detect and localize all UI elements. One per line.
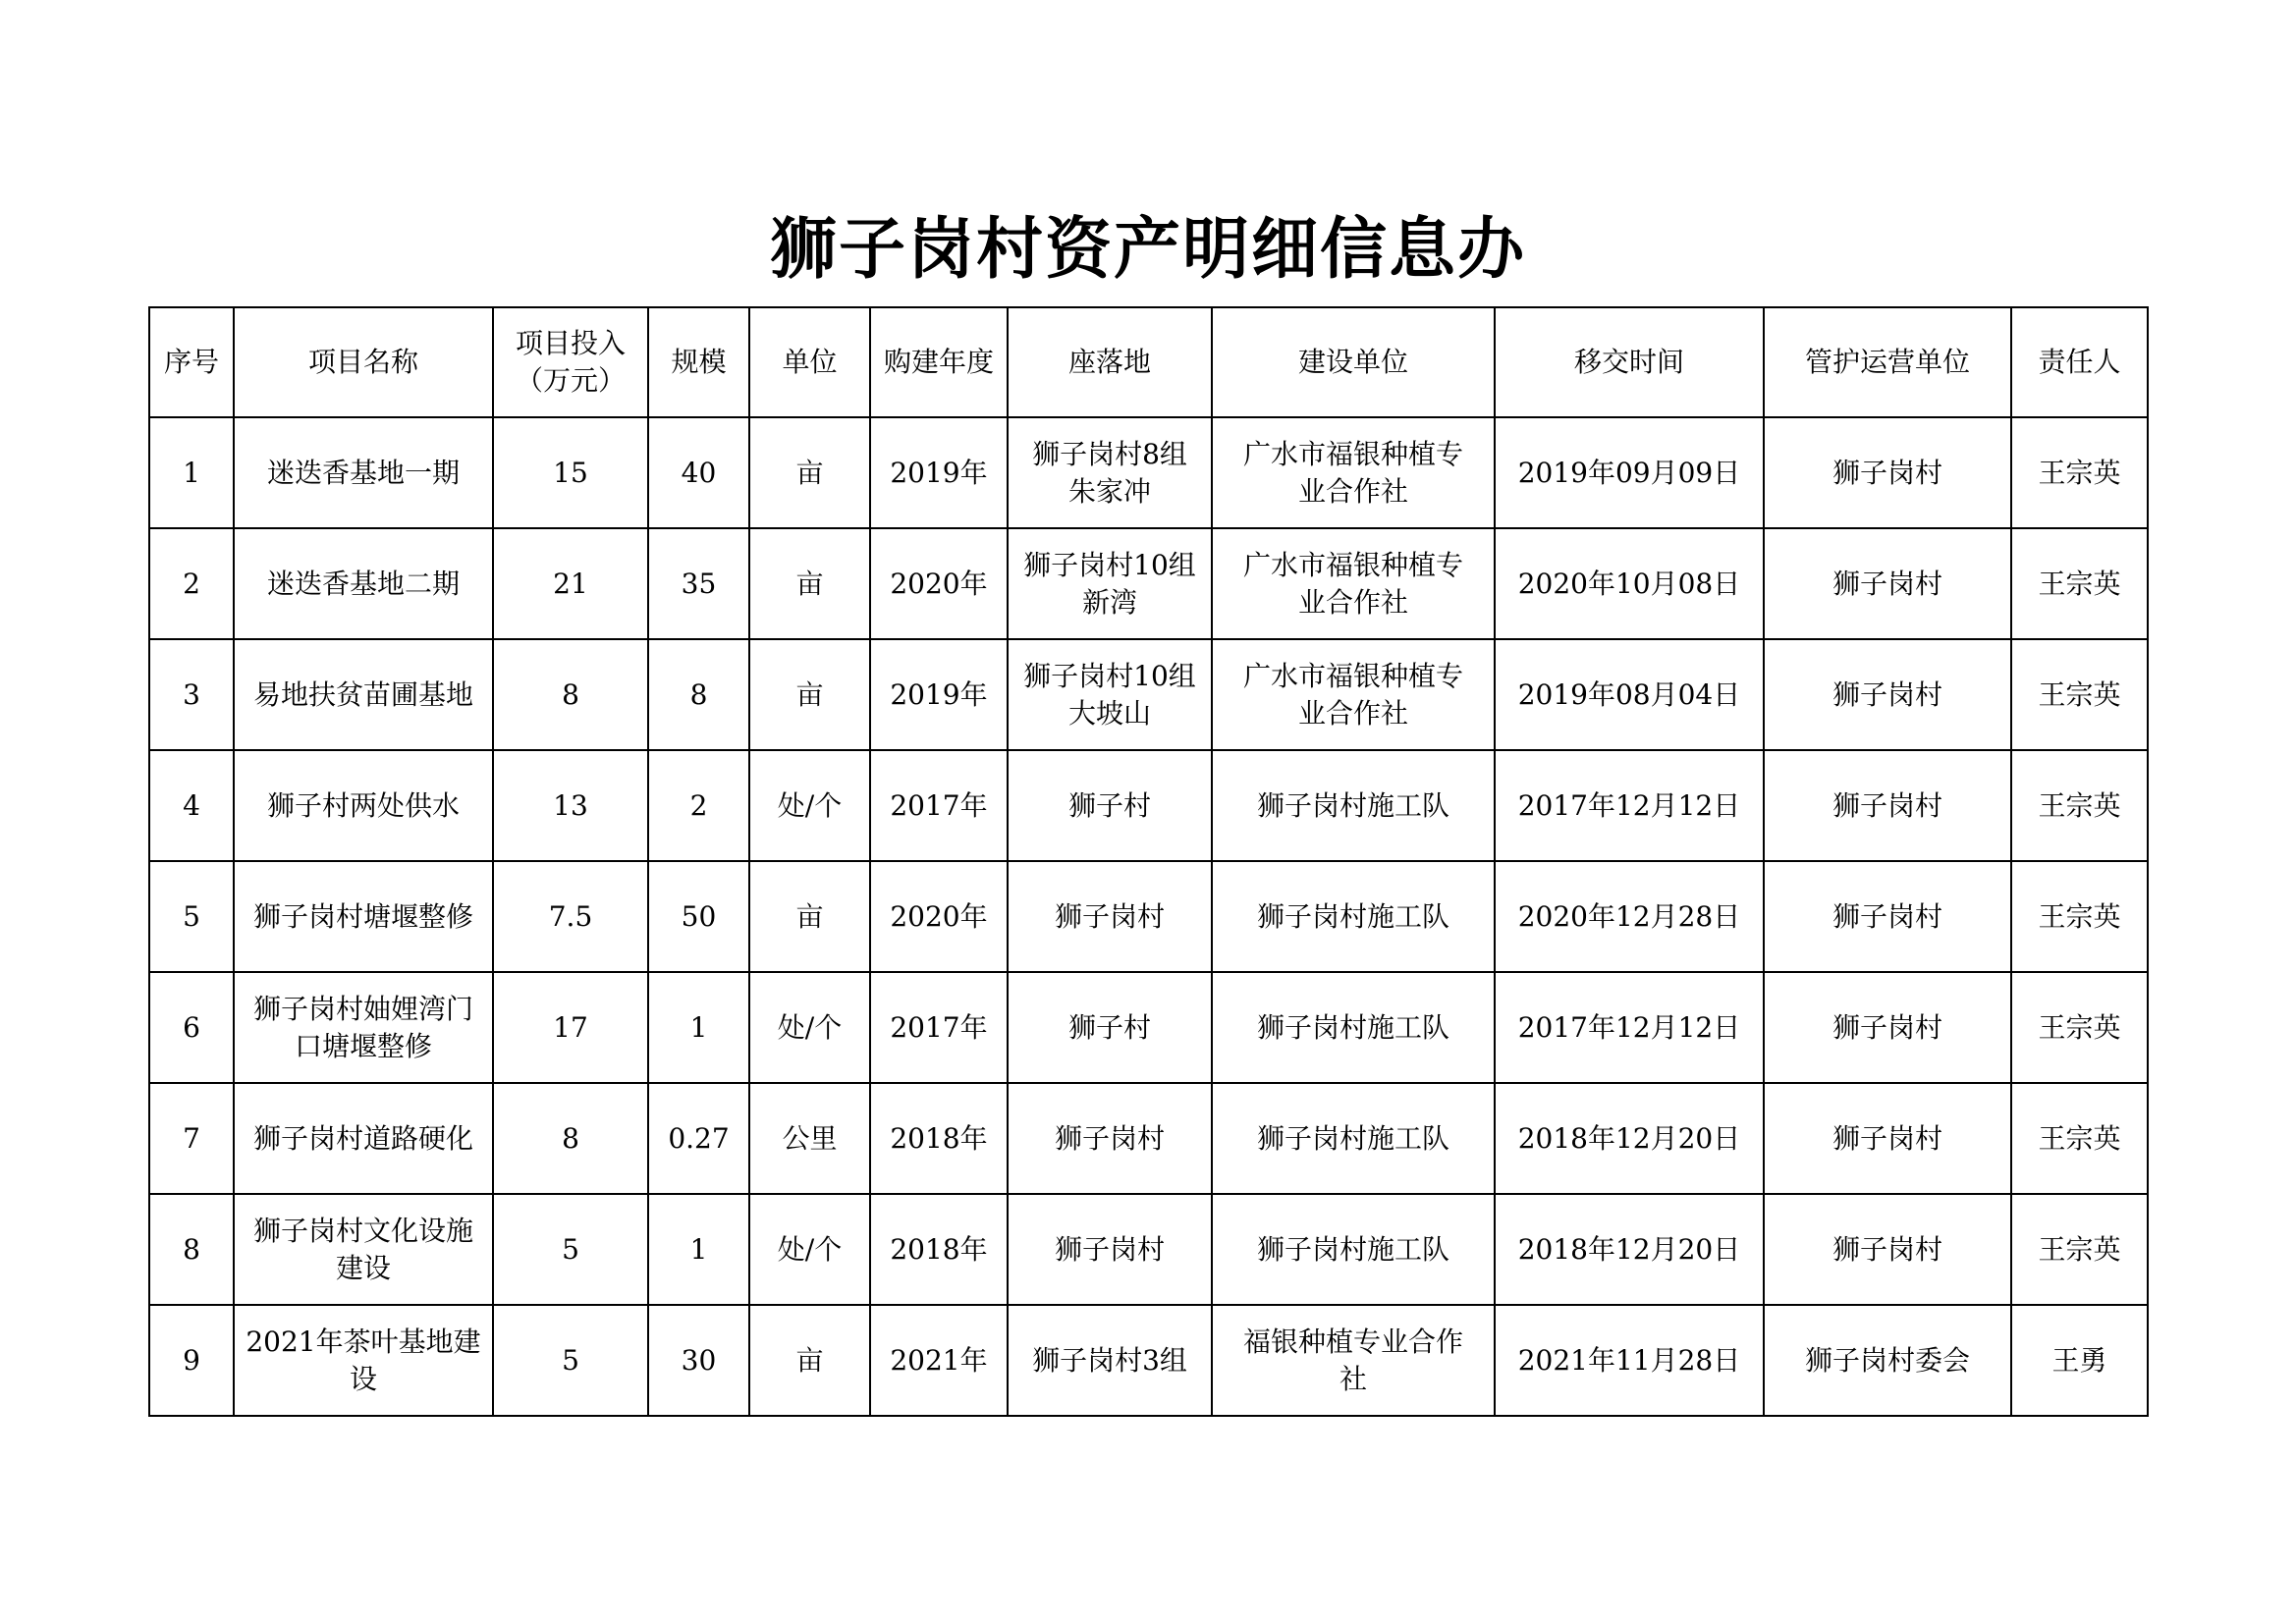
cell-location: 狮子岗村 xyxy=(1008,1194,1212,1305)
cell-scale: 1 xyxy=(648,1194,749,1305)
cell-operator: 狮子岗村 xyxy=(1764,972,2011,1083)
cell-index: 6 xyxy=(149,972,234,1083)
cell-index: 4 xyxy=(149,750,234,861)
table-row xyxy=(149,417,2148,528)
cell-project-name: 狮子岗村文化设施 建设 xyxy=(234,1194,493,1305)
cell-builder: 狮子岗村施工队 xyxy=(1212,750,1495,861)
cell-unit: 处/个 xyxy=(749,750,870,861)
cell-investment: 15 xyxy=(493,417,648,528)
table-row xyxy=(149,972,2148,1083)
header-cell-operator: 管护运营单位 xyxy=(1764,307,2011,417)
cell-builder: 狮子岗村施工队 xyxy=(1212,1194,1495,1305)
cell-owner: 王宗英 xyxy=(2011,417,2148,528)
cell-build-year: 2017年 xyxy=(870,750,1008,861)
cell-investment: 5 xyxy=(493,1194,648,1305)
table-row xyxy=(149,1083,2148,1194)
cell-builder: 狮子岗村施工队 xyxy=(1212,861,1495,972)
cell-owner: 王宗英 xyxy=(2011,1083,2148,1194)
cell-investment: 17 xyxy=(493,972,648,1083)
cell-location: 狮子岗村10组 新湾 xyxy=(1008,528,1212,639)
cell-location: 狮子岗村 xyxy=(1008,861,1212,972)
cell-build-year: 2018年 xyxy=(870,1194,1008,1305)
cell-investment: 8 xyxy=(493,639,648,750)
cell-operator: 狮子岗村 xyxy=(1764,639,2011,750)
cell-index: 1 xyxy=(149,417,234,528)
cell-builder: 狮子岗村施工队 xyxy=(1212,972,1495,1083)
cell-handover-date: 2018年12月20日 xyxy=(1495,1083,1764,1194)
cell-scale: 2 xyxy=(648,750,749,861)
cell-unit: 处/个 xyxy=(749,1194,870,1305)
cell-location: 狮子村 xyxy=(1008,972,1212,1083)
cell-index: 2 xyxy=(149,528,234,639)
cell-builder: 广水市福银种植专 业合作社 xyxy=(1212,528,1495,639)
cell-build-year: 2018年 xyxy=(870,1083,1008,1194)
cell-handover-date: 2018年12月20日 xyxy=(1495,1194,1764,1305)
document-title: 狮子岗村资产明细信息办 xyxy=(769,211,1526,289)
cell-location: 狮子岗村10组 大坡山 xyxy=(1008,639,1212,750)
cell-build-year: 2021年 xyxy=(870,1305,1008,1416)
cell-project-name: 迷迭香基地一期 xyxy=(234,417,493,528)
cell-investment: 8 xyxy=(493,1083,648,1194)
cell-handover-date: 2020年10月08日 xyxy=(1495,528,1764,639)
table-body xyxy=(149,417,2148,1416)
table-header xyxy=(149,307,2148,417)
cell-index: 3 xyxy=(149,639,234,750)
cell-index: 5 xyxy=(149,861,234,972)
cell-project-name: 狮子岗村妯娌湾门 口塘堰整修 xyxy=(234,972,493,1083)
cell-operator: 狮子岗村 xyxy=(1764,750,2011,861)
table-row xyxy=(149,1305,2148,1416)
cell-location: 狮子岗村3组 xyxy=(1008,1305,1212,1416)
table-row xyxy=(149,639,2148,750)
table-row xyxy=(149,528,2148,639)
header-row xyxy=(149,307,2148,417)
table-row xyxy=(149,750,2148,861)
cell-build-year: 2019年 xyxy=(870,417,1008,528)
cell-owner: 王勇 xyxy=(2011,1305,2148,1416)
asset-table xyxy=(148,306,2149,1417)
cell-unit: 处/个 xyxy=(749,972,870,1083)
table-row xyxy=(149,861,2148,972)
cell-owner: 王宗英 xyxy=(2011,972,2148,1083)
cell-project-name: 狮子村两处供水 xyxy=(234,750,493,861)
cell-project-name: 狮子岗村道路硬化 xyxy=(234,1083,493,1194)
cell-operator: 狮子岗村 xyxy=(1764,528,2011,639)
cell-operator: 狮子岗村 xyxy=(1764,1083,2011,1194)
cell-investment: 21 xyxy=(493,528,648,639)
cell-owner: 王宗英 xyxy=(2011,639,2148,750)
cell-builder: 广水市福银种植专 业合作社 xyxy=(1212,639,1495,750)
header-cell-project-name: 项目名称 xyxy=(234,307,493,417)
cell-project-name: 迷迭香基地二期 xyxy=(234,528,493,639)
cell-handover-date: 2020年12月28日 xyxy=(1495,861,1764,972)
cell-project-name: 易地扶贫苗圃基地 xyxy=(234,639,493,750)
cell-build-year: 2019年 xyxy=(870,639,1008,750)
cell-handover-date: 2021年11月28日 xyxy=(1495,1305,1764,1416)
cell-location: 狮子村 xyxy=(1008,750,1212,861)
cell-scale: 50 xyxy=(648,861,749,972)
cell-unit: 公里 xyxy=(749,1083,870,1194)
cell-owner: 王宗英 xyxy=(2011,528,2148,639)
header-cell-scale: 规模 xyxy=(648,307,749,417)
cell-builder: 狮子岗村施工队 xyxy=(1212,1083,1495,1194)
cell-operator: 狮子岗村 xyxy=(1764,1194,2011,1305)
cell-scale: 0.27 xyxy=(648,1083,749,1194)
cell-location: 狮子岗村 xyxy=(1008,1083,1212,1194)
cell-unit: 亩 xyxy=(749,417,870,528)
cell-unit: 亩 xyxy=(749,1305,870,1416)
cell-index: 8 xyxy=(149,1194,234,1305)
cell-builder: 广水市福银种植专 业合作社 xyxy=(1212,417,1495,528)
cell-handover-date: 2019年08月04日 xyxy=(1495,639,1764,750)
cell-investment: 5 xyxy=(493,1305,648,1416)
header-cell-investment: 项目投入 （万元） xyxy=(493,307,648,417)
header-cell-build-year: 购建年度 xyxy=(870,307,1008,417)
cell-investment: 7.5 xyxy=(493,861,648,972)
cell-handover-date: 2017年12月12日 xyxy=(1495,972,1764,1083)
cell-scale: 30 xyxy=(648,1305,749,1416)
cell-investment: 13 xyxy=(493,750,648,861)
cell-unit: 亩 xyxy=(749,528,870,639)
cell-handover-date: 2017年12月12日 xyxy=(1495,750,1764,861)
cell-builder: 福银种植专业合作 社 xyxy=(1212,1305,1495,1416)
cell-project-name: 狮子岗村塘堰整修 xyxy=(234,861,493,972)
cell-operator: 狮子岗村 xyxy=(1764,417,2011,528)
header-cell-owner: 责任人 xyxy=(2011,307,2148,417)
table-row xyxy=(149,1194,2148,1305)
cell-scale: 1 xyxy=(648,972,749,1083)
cell-location: 狮子岗村8组 朱家冲 xyxy=(1008,417,1212,528)
cell-scale: 8 xyxy=(648,639,749,750)
cell-scale: 35 xyxy=(648,528,749,639)
cell-index: 7 xyxy=(149,1083,234,1194)
cell-index: 9 xyxy=(149,1305,234,1416)
cell-owner: 王宗英 xyxy=(2011,861,2148,972)
cell-owner: 王宗英 xyxy=(2011,750,2148,861)
header-cell-handover-date: 移交时间 xyxy=(1495,307,1764,417)
cell-operator: 狮子岗村 xyxy=(1764,861,2011,972)
header-cell-location: 座落地 xyxy=(1008,307,1212,417)
header-cell-builder: 建设单位 xyxy=(1212,307,1495,417)
cell-scale: 40 xyxy=(648,417,749,528)
header-cell-index: 序号 xyxy=(149,307,234,417)
cell-unit: 亩 xyxy=(749,639,870,750)
cell-project-name: 2021年茶叶基地建 设 xyxy=(234,1305,493,1416)
cell-handover-date: 2019年09月09日 xyxy=(1495,417,1764,528)
header-cell-unit: 单位 xyxy=(749,307,870,417)
cell-owner: 王宗英 xyxy=(2011,1194,2148,1305)
cell-build-year: 2020年 xyxy=(870,861,1008,972)
cell-build-year: 2020年 xyxy=(870,528,1008,639)
cell-operator: 狮子岗村委会 xyxy=(1764,1305,2011,1416)
cell-build-year: 2017年 xyxy=(870,972,1008,1083)
cell-unit: 亩 xyxy=(749,861,870,972)
